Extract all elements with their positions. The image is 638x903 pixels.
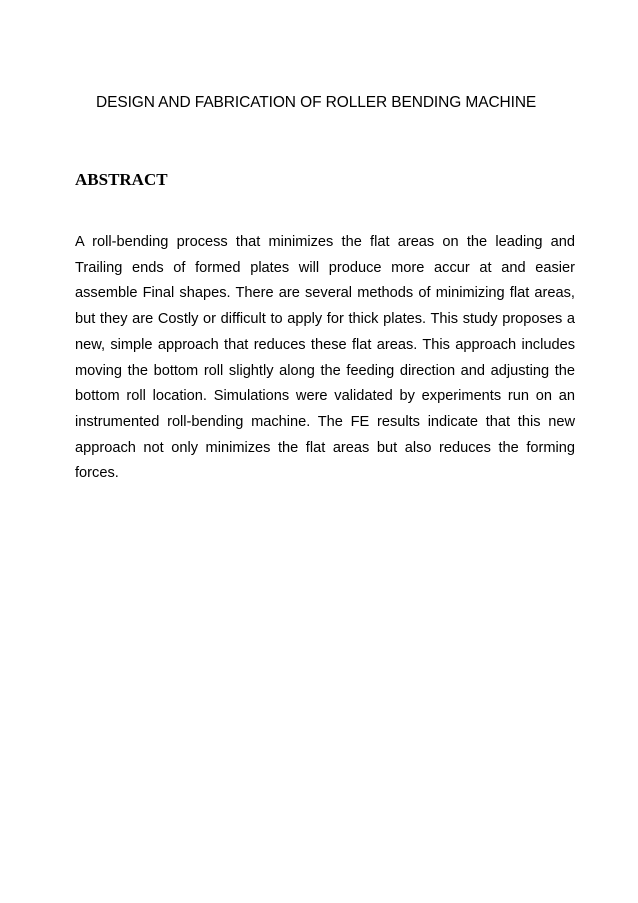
abstract-heading: ABSTRACT [75, 170, 168, 189]
document-title: DESIGN AND FABRICATION OF ROLLER BENDING MACHINE [96, 94, 537, 111]
abstract-paragraph: A roll-bending process that minimizes the flat areas on the leading and Trailing ends of formed plates will produce more accur at and easier assemble Final shapes. There are several methods of minimizing flat areas, but they are Costly or difficult to apply for thick plates. This study proposes a new, simple approach that reduces these flat areas. This approach includes moving the bottom roll slightly along the feeding direction and adjusting the bottom roll location. Simulations were validated by experiments run on an instrumented roll-bending machine. The FE results indicate that this new approach not only minimizes the flat areas but also reduces the forming forces. [75, 234, 575, 482]
